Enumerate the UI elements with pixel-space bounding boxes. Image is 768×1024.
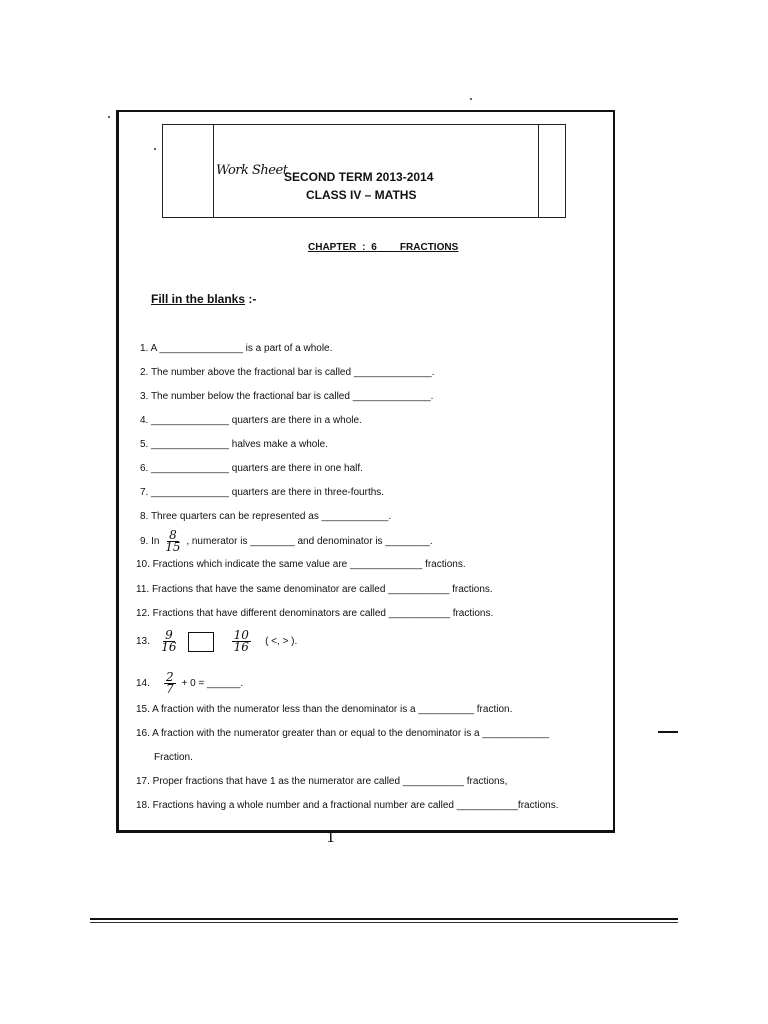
question-4: 4. ______________ quarters are there in a whole. <box>140 415 362 426</box>
margin-dash <box>658 731 678 733</box>
fraction-10-16 <box>232 630 251 653</box>
fraction-numerator: 10 <box>233 628 249 642</box>
section-heading-suffix: :- <box>245 292 257 306</box>
question-9-prefix: 9. In <box>140 536 160 548</box>
question-10: 10. Fractions which indicate the same value are _____________ fractions. <box>136 559 466 570</box>
comparison-answer-box[interactable] <box>188 632 214 652</box>
chapter-heading <box>308 242 458 253</box>
question-11: 11. Fractions that have the same denominator are called ___________ fractions. <box>136 584 493 595</box>
chapter-label: CHAPTER : 6 <box>308 242 377 253</box>
question-16: 16. A fraction with the numerator greater than or equal to the denominator is a ____________ <box>136 728 550 739</box>
question-3: 3. The number below the fractional bar is called ______________. <box>140 391 434 402</box>
scan-speck <box>108 116 110 118</box>
scan-speck <box>470 98 472 100</box>
worksheet-title: SECOND TERM 2013-2014 <box>284 170 434 184</box>
fraction-2-7 <box>164 672 176 695</box>
question-16-continuation: Fraction. <box>154 752 193 763</box>
question-15: 15. A fraction with the numerator less than the denominator is a __________ fraction. <box>136 704 513 715</box>
fraction-denominator: 16 <box>161 640 177 654</box>
fraction-denominator: 15 <box>165 540 181 554</box>
question-13-suffix: ( <, > ). <box>265 636 298 648</box>
section-heading <box>151 292 256 306</box>
bottom-rule <box>90 918 678 920</box>
question-14 <box>136 672 243 695</box>
question-9 <box>140 530 433 553</box>
chapter-name: FRACTIONS <box>399 242 459 253</box>
question-9-suffix: , numerator is ________ and denominator is ________. <box>186 536 433 548</box>
fraction-numerator: 9 <box>165 628 173 642</box>
question-13-prefix: 13. <box>136 636 150 648</box>
question-6: 6. ______________ quarters are there in one half. <box>140 463 363 474</box>
question-2: 2. The number above the fractional bar is called ______________. <box>140 367 435 378</box>
question-18: 18. Fractions having a whole number and a fractional number are called ___________fractions. <box>136 800 559 811</box>
section-heading-text: Fill in the blanks <box>151 292 246 306</box>
question-14-suffix: + 0 = ______. <box>181 678 244 690</box>
fraction-numerator: 2 <box>166 670 174 684</box>
handwritten-prefix: Work Sheet <box>216 163 288 178</box>
fraction-numerator: 8 <box>169 528 177 542</box>
question-5: 5. ______________ halves make a whole. <box>140 439 328 450</box>
question-1: 1. A _______________ is a part of a whole. <box>140 343 333 354</box>
question-17: 17. Proper fractions that have 1 as the numerator are called ___________ fractions, <box>136 776 508 787</box>
question-7: 7. ______________ quarters are there in three-fourths. <box>140 487 385 498</box>
scan-speck <box>154 148 156 150</box>
bottom-rule-secondary <box>90 922 678 923</box>
question-13 <box>136 630 297 653</box>
fraction-9-16 <box>161 630 176 653</box>
fraction-denominator: 7 <box>166 682 174 696</box>
header-divider-right <box>538 125 539 217</box>
worksheet-subtitle: CLASS IV – MATHS <box>306 188 417 202</box>
question-12: 12. Fractions that have different denominators are called ___________ fractions. <box>136 608 494 619</box>
question-14-prefix: 14. <box>136 678 150 690</box>
question-8: 8. Three quarters can be represented as ____________. <box>140 511 392 522</box>
header-divider-left <box>213 125 214 217</box>
fraction-8-15 <box>165 530 180 553</box>
fraction-denominator: 16 <box>233 640 249 654</box>
page-number: 1 <box>326 828 336 846</box>
